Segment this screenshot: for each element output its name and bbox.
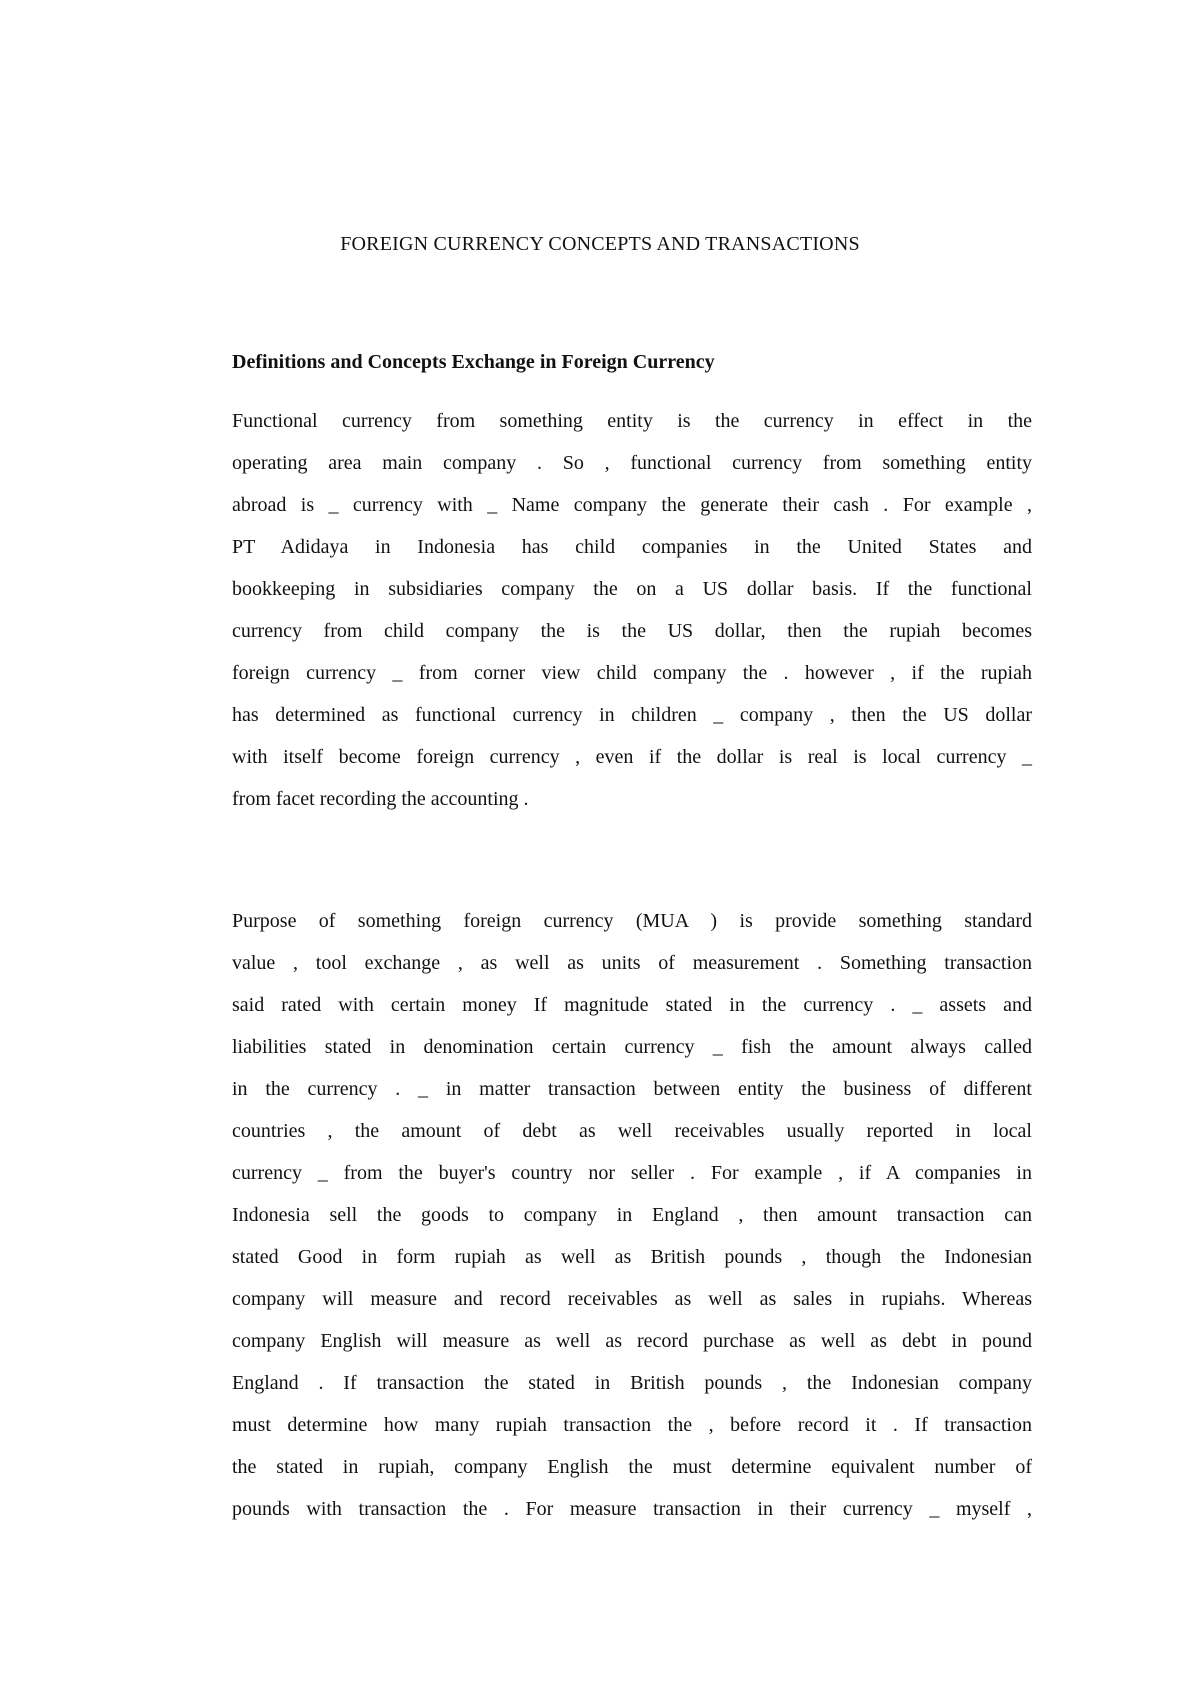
paragraph-line: the stated in rupiah, company English the must determine equivalent number of bbox=[232, 1456, 1032, 1478]
paragraph-line: abroad is _ currency with _ Name company the generate their cash . For example , bbox=[232, 494, 1032, 516]
paragraph-line: foreign currency _ from corner view child company the . however , if the rupiah bbox=[232, 662, 1032, 684]
paragraph-line: pounds with transaction the . For measure transaction in their currency _ myself , bbox=[232, 1498, 1032, 1520]
paragraph-line: value , tool exchange , as well as units of measurement . Something transaction bbox=[232, 952, 1032, 974]
paragraph-line: Functional currency from something entity is the currency in effect in the bbox=[232, 410, 1032, 432]
paragraph-line: from facet recording the accounting . bbox=[232, 788, 529, 810]
paragraph-line: PT Adidaya in Indonesia has child companies in the United States and bbox=[232, 536, 1032, 558]
paragraph-line: stated Good in form rupiah as well as British pounds , though the Indonesian bbox=[232, 1246, 1032, 1268]
paragraph-foreign-currency-purpose bbox=[232, 900, 1032, 1530]
paragraph-line: Indonesia sell the goods to company in England , then amount transaction can bbox=[232, 1204, 1032, 1226]
paragraph-line: company will measure and record receivables as well as sales in rupiahs. Whereas bbox=[232, 1288, 1032, 1310]
paragraph-line: liabilities stated in denomination certain currency _ fish the amount always called bbox=[232, 1036, 1032, 1058]
paragraph-line: said rated with certain money If magnitude stated in the currency . _ assets and bbox=[232, 994, 1032, 1016]
paragraph-functional-currency bbox=[232, 400, 1032, 820]
paragraph-line: England . If transaction the stated in British pounds , the Indonesian company bbox=[232, 1372, 1032, 1394]
paragraph-line: currency _ from the buyer's country nor seller . For example , if A companies in bbox=[232, 1162, 1032, 1184]
paragraph-line: in the currency . _ in matter transaction between entity the business of different bbox=[232, 1078, 1032, 1100]
paragraph-line: Purpose of something foreign currency (MUA ) is provide something standard bbox=[232, 910, 1032, 932]
paragraph-line: currency from child company the is the US dollar, then the rupiah becomes bbox=[232, 620, 1032, 642]
paragraph-line: countries , the amount of debt as well receivables usually reported in local bbox=[232, 1120, 1032, 1142]
paragraph-line: operating area main company . So , functional currency from something entity bbox=[232, 452, 1032, 474]
section-heading: Definitions and Concepts Exchange in Foreign Currency bbox=[232, 351, 715, 373]
document-title: FOREIGN CURRENCY CONCEPTS AND TRANSACTIONS bbox=[340, 233, 860, 255]
paragraph-line: with itself become foreign currency , even if the dollar is real is local currency _ bbox=[232, 746, 1032, 768]
paragraph-line: has determined as functional currency in children _ company , then the US dollar bbox=[232, 704, 1032, 726]
paragraph-line: company English will measure as well as record purchase as well as debt in pound bbox=[232, 1330, 1032, 1352]
paragraph-line: must determine how many rupiah transaction the , before record it . If transaction bbox=[232, 1414, 1032, 1436]
paragraph-line: bookkeeping in subsidiaries company the on a US dollar basis. If the functional bbox=[232, 578, 1032, 600]
